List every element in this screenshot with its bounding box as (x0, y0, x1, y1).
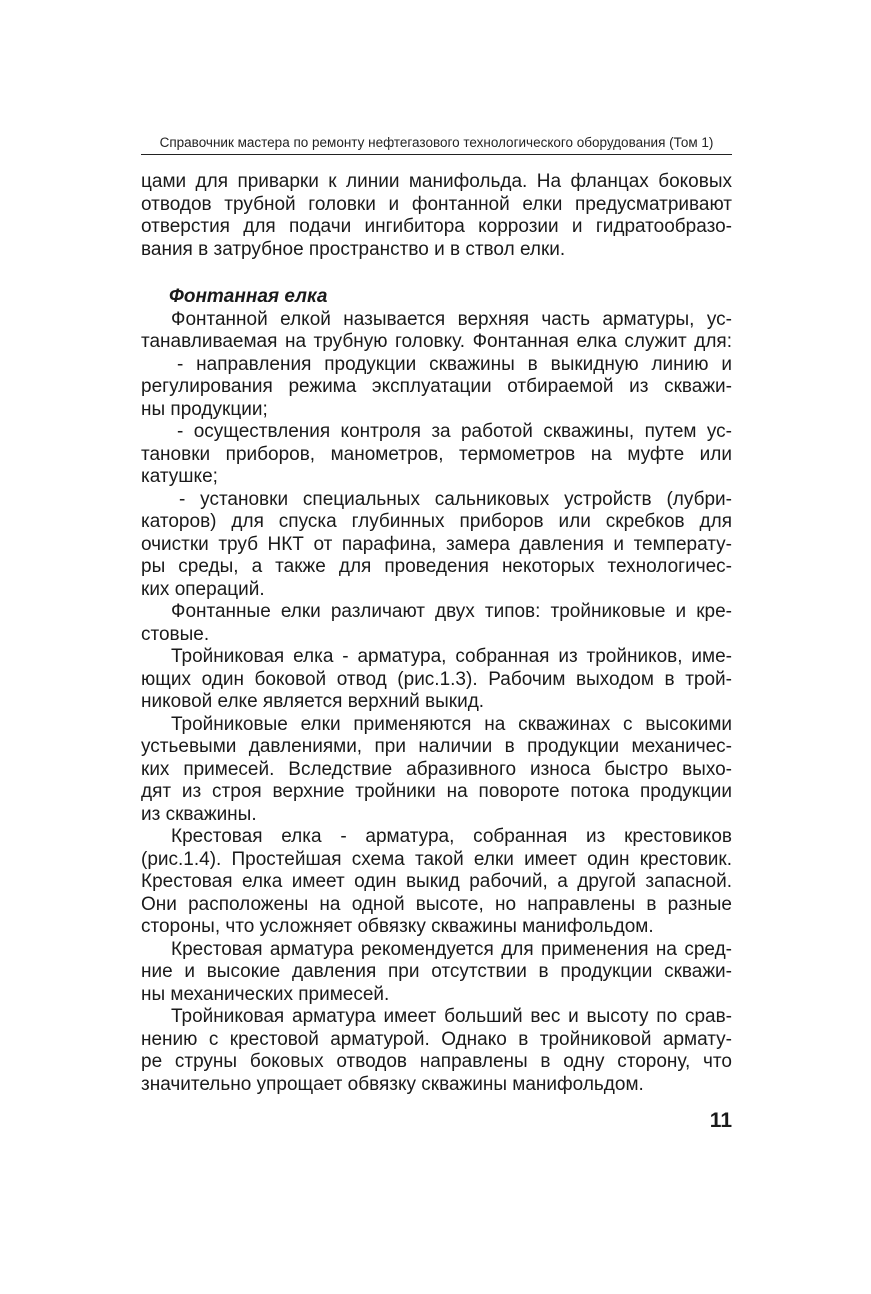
text-line: регулирования режима эксплуатации отбираемой из скважи- (141, 376, 732, 397)
text-line: Фонтанные елки различают двух типов: тройниковые и кре- (171, 601, 732, 622)
text-line: катушке; (141, 466, 218, 487)
text-line: Тройниковая арматура имеет больший вес и высоту по срав- (171, 1006, 732, 1027)
paragraph (141, 826, 732, 939)
paragraph (141, 309, 732, 354)
text-line: (рис.1.4). Простейшая схема такой елки имеет один крестовик. (141, 848, 732, 870)
text-line: Тройниковая елка - арматура, собранная из тройников, име- (171, 646, 732, 667)
text-line: значительно упрощает обвязку скважины манифольдом. (141, 1073, 644, 1095)
text-line: никовой елке является верхний выкид. (141, 691, 485, 712)
paragraph (141, 1006, 732, 1096)
text-line: цами для приварки к линии манифольда. На фланцах боковых (141, 171, 732, 192)
paragraph (141, 646, 732, 714)
text-line: каторов) для спуска глубинных приборов или скребков для (141, 511, 732, 532)
text-line: Крестовая арматура рекомендуется для применения на сред- (171, 938, 732, 960)
text-line: ры среды, а также для проведения некоторых технологичес- (141, 556, 732, 577)
text-line: ре струны боковых отводов направлены в одну сторону, что (141, 1051, 732, 1072)
text-line: тановки приборов, манометров, термометров на муфте или (141, 443, 732, 465)
text-line: Они расположены на одной высоте, но направлены в разные (141, 893, 732, 915)
text-line: стовые. (141, 623, 210, 645)
paragraph (141, 421, 732, 489)
section-spacer (141, 261, 732, 286)
text-line: стороны, что усложняет обвязку скважины манифольдом. (141, 916, 654, 937)
text-line: ны механических примесей. (141, 983, 390, 1005)
text-line: из скважины. (141, 803, 257, 825)
paragraph (141, 939, 732, 1007)
text-line: ющих один боковой отвод (рис.1.3). Рабочим выходом в трой- (141, 668, 732, 690)
text-line: Крестовая елка имеет один выкид рабочий, а другой запасной. (141, 871, 732, 892)
running-header: Справочник мастера по ремонту нефтегазового технологического оборудования (Том 1) (159, 135, 714, 150)
text-line: дят из строя верхние тройники на повороте потока продукции (141, 781, 732, 802)
text-line: ние и высокие давления при отсутствии в продукции скважи- (141, 961, 732, 982)
text-line: ны продукции; (141, 398, 268, 420)
text-line: нению с крестовой арматурой. Однако в тройниковой армату- (141, 1028, 732, 1050)
text-line: танавливаемая на трубную головку. Фонтанная елка служит для: (141, 331, 732, 352)
text-line: ких примесей. Вследствие абразивного износа быстро выхо- (141, 758, 732, 780)
paragraph (141, 489, 732, 602)
paragraph (141, 714, 732, 827)
page-number: 11 (709, 1109, 732, 1132)
paragraph (141, 171, 732, 261)
text-line: вания в затрубное пространство и в ствол елки. (141, 238, 566, 260)
text-line: очистки труб НКТ от парафина, замера давления и температу- (141, 533, 732, 555)
text-line: Крестовая елка - арматура, собранная из крестовиков (171, 826, 732, 847)
text-line: - осуществления контроля за работой скважины, путем ус- (177, 421, 732, 442)
text-line: отводов трубной головки и фонтанной елки предусматривают (141, 193, 732, 215)
text-line: отверстия для подачи ингибитора коррозии и гидратообразо- (141, 216, 732, 237)
paragraph (141, 601, 732, 646)
text-line: - установки специальных сальниковых устройств (лубри- (179, 488, 732, 510)
text-line: устьевыми давлениями, при наличии в продукции механичес- (141, 736, 732, 757)
text-line: Тройниковые елки применяются на скважинах с высокими (171, 713, 732, 735)
paragraph (141, 354, 732, 422)
header-rule (141, 154, 732, 155)
page-body (141, 171, 732, 1096)
text-line: ких операций. (141, 578, 265, 600)
text-line: Фонтанной елкой называется верхняя часть арматуры, ус- (171, 308, 732, 330)
section-heading: Фонтанная елка (169, 286, 328, 307)
text-line: - направления продукции скважины в выкидную линию и (177, 353, 732, 375)
